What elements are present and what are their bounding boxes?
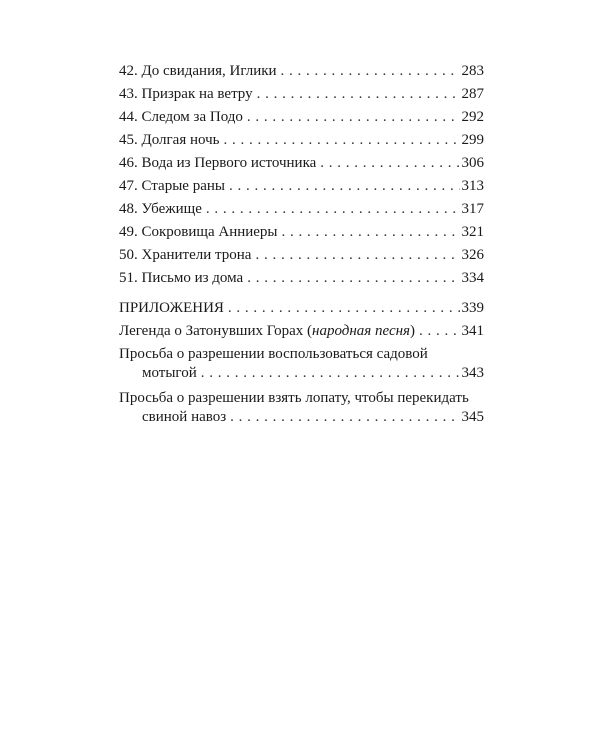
entry-title-line2: свиной навоз bbox=[142, 409, 227, 425]
entry-title-line2-row bbox=[119, 364, 484, 383]
page-number: 341 bbox=[461, 323, 484, 339]
leader-dots bbox=[228, 297, 460, 320]
toc-entry bbox=[119, 244, 484, 267]
entry-title-line1: Просьба о разрешении взять лопату, чтобы перекидать bbox=[119, 390, 469, 406]
leader-dots bbox=[255, 244, 459, 267]
chapter-title: 42. До свидания, Иглики bbox=[119, 63, 277, 79]
page-number: 313 bbox=[461, 178, 484, 194]
toc-entry bbox=[119, 198, 484, 221]
chapter-title: 44. Следом за Подо bbox=[119, 109, 243, 125]
leader-dots bbox=[206, 198, 460, 221]
chapter-title: 49. Сокровища Анниеры bbox=[119, 224, 278, 240]
appendix-heading bbox=[119, 297, 484, 320]
leader-dots bbox=[201, 364, 460, 383]
page-number: 306 bbox=[461, 155, 484, 171]
page-number: 299 bbox=[461, 132, 484, 148]
toc-entry bbox=[119, 175, 484, 198]
legend-title-end: ) bbox=[410, 323, 416, 339]
entry-title-line2-row bbox=[119, 408, 484, 427]
toc-entry bbox=[119, 267, 484, 290]
page-number: 339 bbox=[461, 300, 484, 316]
leader-dots bbox=[247, 267, 459, 290]
toc-appendix bbox=[119, 297, 484, 427]
leader-dots bbox=[257, 83, 460, 106]
legend-title-text: Легенда о Затонувших Горах ( bbox=[119, 323, 312, 339]
toc-entry bbox=[119, 83, 484, 106]
leader-dots bbox=[281, 60, 460, 83]
page-number: 321 bbox=[461, 224, 484, 240]
page-number: 283 bbox=[461, 63, 484, 79]
leader-dots bbox=[320, 152, 459, 175]
chapter-title: 50. Хранители трона bbox=[119, 247, 252, 263]
entry-title-line1: Просьба о разрешении воспользоваться садовой bbox=[119, 346, 428, 362]
page-number: 343 bbox=[461, 365, 484, 381]
page-number: 345 bbox=[461, 409, 484, 425]
leader-dots bbox=[247, 106, 460, 129]
toc-entry-request-hoe bbox=[119, 345, 484, 383]
leader-dots bbox=[224, 129, 460, 152]
legend-title-italic: народная песня bbox=[312, 323, 411, 339]
leader-dots bbox=[282, 221, 460, 244]
leader-dots bbox=[229, 175, 460, 198]
page-number: 287 bbox=[461, 86, 484, 102]
page-number: 317 bbox=[461, 201, 484, 217]
page-number: 326 bbox=[461, 247, 484, 263]
toc-entry-request-shovel bbox=[119, 389, 484, 427]
chapter-title: 45. Долгая ночь bbox=[119, 132, 220, 148]
leader-dots bbox=[419, 320, 459, 343]
entry-title-line2: мотыгой bbox=[142, 365, 197, 381]
toc-entry bbox=[119, 152, 484, 175]
chapter-title: 43. Призрак на ветру bbox=[119, 86, 253, 102]
legend-title bbox=[119, 320, 415, 343]
chapter-title: 46. Вода из Первого источника bbox=[119, 155, 317, 171]
leader-dots bbox=[230, 408, 459, 427]
page-number: 334 bbox=[461, 270, 484, 286]
toc-entry bbox=[119, 106, 484, 129]
chapter-title: 47. Старые раны bbox=[119, 178, 225, 194]
toc-chapters bbox=[119, 60, 484, 290]
toc-entry bbox=[119, 129, 484, 152]
chapter-title: 48. Убежище bbox=[119, 201, 202, 217]
toc-entry bbox=[119, 221, 484, 244]
page-number: 292 bbox=[461, 109, 484, 125]
chapter-title: 51. Письмо из дома bbox=[119, 270, 244, 286]
toc-entry-legend bbox=[119, 320, 484, 343]
appendix-title: ПРИЛОЖЕНИЯ bbox=[119, 300, 224, 316]
toc-entry bbox=[119, 60, 484, 83]
